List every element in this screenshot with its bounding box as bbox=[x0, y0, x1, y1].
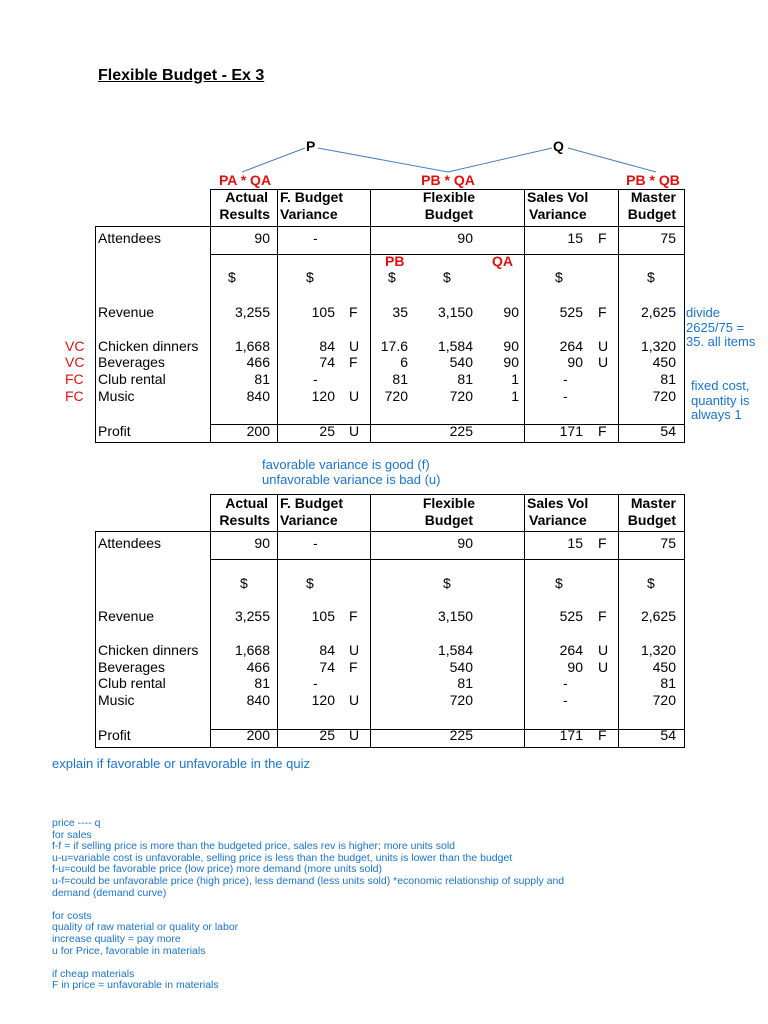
cell-actual: 840 bbox=[246, 388, 270, 404]
p-label: P bbox=[306, 138, 316, 154]
row-label: Club rental bbox=[98, 371, 166, 387]
cell-fbv: 105 bbox=[311, 304, 335, 320]
row-label: Attendees bbox=[98, 230, 162, 246]
cell-flexible: 3,150 bbox=[437, 608, 473, 624]
dollar-sign: $ bbox=[555, 575, 563, 591]
cell-pb: 81 bbox=[392, 371, 408, 387]
dollar-sign: $ bbox=[306, 269, 314, 285]
cell-fbv-flag: U bbox=[349, 727, 360, 743]
cell-master: 2,625 bbox=[640, 304, 676, 320]
dollar-sign: $ bbox=[306, 575, 314, 591]
formula-actual: PA * QA bbox=[218, 172, 272, 188]
cell-svv-flag: F bbox=[598, 230, 607, 246]
header-flexible-line1: Flexible bbox=[422, 189, 475, 205]
header-svv-line1: Sales Vol bbox=[527, 189, 589, 205]
cell-svv-flag: F bbox=[598, 304, 607, 320]
cell-svv: - bbox=[563, 675, 568, 691]
pb-label: PB bbox=[385, 253, 405, 269]
header-master-line2: Budget bbox=[627, 206, 676, 222]
row-label: Beverages bbox=[98, 354, 165, 370]
cell-svv-flag: U bbox=[598, 659, 609, 675]
header-master-line2: Budget bbox=[627, 512, 676, 528]
cell-svv: 264 bbox=[559, 338, 583, 354]
cell-master: 450 bbox=[652, 354, 676, 370]
cell-master: 54 bbox=[660, 727, 676, 743]
cell-master: 54 bbox=[660, 423, 676, 439]
formula-flexible: PB * QA bbox=[421, 172, 475, 188]
row-label: Attendees bbox=[98, 535, 162, 551]
cell-flexible: 540 bbox=[449, 354, 473, 370]
header-svv-line2: Variance bbox=[529, 512, 587, 528]
cell-qa: 90 bbox=[503, 354, 519, 370]
cell-fbv: 25 bbox=[319, 423, 335, 439]
page-title: Flexible Budget - Ex 3 bbox=[98, 67, 265, 84]
cell-svv: 264 bbox=[559, 642, 583, 658]
header-actual-line1: Actual bbox=[225, 495, 268, 511]
qa-label: QA bbox=[492, 253, 513, 269]
header-flexible-line2: Budget bbox=[424, 206, 473, 222]
cell-svv: 15 bbox=[567, 230, 583, 246]
cell-fbv-flag: U bbox=[349, 338, 360, 354]
note-line: price ---- q bbox=[52, 817, 101, 829]
cell-qa: 1 bbox=[511, 388, 519, 404]
row-label: Revenue bbox=[98, 608, 155, 624]
header-fbv-line2: Variance bbox=[280, 512, 338, 528]
cell-fbv: 74 bbox=[319, 354, 335, 370]
cell-master: 75 bbox=[660, 230, 676, 246]
row-label: Revenue bbox=[98, 304, 155, 320]
header-flexible-line2: Budget bbox=[424, 512, 473, 528]
cell-pb: 720 bbox=[384, 388, 408, 404]
cell-fbv: 120 bbox=[311, 388, 335, 404]
variance-note: favorable variance is good (f) unfavorable variance is bad (u) bbox=[262, 457, 441, 487]
note-line: increase quality = pay more bbox=[52, 933, 181, 945]
cell-master: 720 bbox=[652, 692, 676, 708]
cell-svv: - bbox=[563, 692, 568, 708]
cell-svv-flag: F bbox=[598, 423, 607, 439]
cell-pb: 17.6 bbox=[380, 338, 408, 354]
cell-qa: 1 bbox=[511, 371, 519, 387]
cell-svv-flag: F bbox=[598, 535, 607, 551]
side-note-divide: divide 2625/75 = 35. all items bbox=[686, 305, 756, 349]
cell-flexible: 81 bbox=[457, 371, 473, 387]
dollar-sign: $ bbox=[647, 575, 655, 591]
row-label: Music bbox=[98, 388, 135, 404]
header-actual-line2: Results bbox=[219, 512, 270, 528]
cell-fbv: - bbox=[313, 230, 318, 246]
cell-svv: 171 bbox=[559, 727, 583, 743]
cell-actual: 1,668 bbox=[234, 338, 270, 354]
cell-svv-flag: U bbox=[598, 642, 609, 658]
cell-svv: - bbox=[563, 388, 568, 404]
dollar-sign: $ bbox=[443, 269, 451, 285]
dollar-sign: $ bbox=[647, 269, 655, 285]
cell-actual: 840 bbox=[246, 692, 270, 708]
header-fbv-line1: F. Budget bbox=[280, 189, 343, 205]
header-svv-line2: Variance bbox=[529, 206, 587, 222]
cell-fbv: 84 bbox=[319, 642, 335, 658]
note-line: for costs bbox=[52, 909, 92, 922]
cell-fbv-flag: F bbox=[349, 354, 358, 370]
cell-fbv-flag: F bbox=[349, 304, 358, 320]
cell-fbv: - bbox=[313, 535, 318, 551]
cell-fbv: 120 bbox=[311, 692, 335, 708]
dollar-sign: $ bbox=[240, 575, 248, 591]
cell-fbv-flag: U bbox=[349, 692, 360, 708]
cell-actual: 90 bbox=[254, 230, 270, 246]
cell-actual: 3,255 bbox=[234, 304, 270, 320]
cell-flexible: 3,150 bbox=[437, 304, 473, 320]
note-line: for sales bbox=[52, 828, 92, 841]
cell-qa: 90 bbox=[503, 338, 519, 354]
note-line: f-u=could be favorable price (low price) more demand (more units sold) bbox=[52, 863, 383, 876]
cell-flexible: 90 bbox=[457, 230, 473, 246]
cell-fbv-flag: U bbox=[349, 388, 360, 404]
cell-svv-flag: F bbox=[598, 608, 607, 624]
formula-master: PB * QB bbox=[626, 172, 680, 188]
cell-fbv: 25 bbox=[319, 727, 335, 743]
cell-flexible: 81 bbox=[457, 675, 473, 691]
row-label: Chicken dinners bbox=[98, 642, 199, 658]
header-actual-line1: Actual bbox=[225, 189, 268, 205]
dollar-sign: $ bbox=[443, 575, 451, 591]
header-actual-line2: Results bbox=[219, 206, 270, 222]
cell-master: 1,320 bbox=[640, 642, 676, 658]
dollar-sign: $ bbox=[388, 269, 396, 285]
row-tag: VC bbox=[65, 338, 85, 354]
cell-fbv: - bbox=[313, 371, 318, 387]
cell-flexible: 720 bbox=[449, 692, 473, 708]
cell-qa: 90 bbox=[503, 304, 519, 320]
note-line: u-f=could be unfavorable price (high price), less demand (less units sold) *economic relationship of supply and bbox=[52, 875, 565, 887]
cell-actual: 200 bbox=[246, 423, 270, 439]
cell-master: 450 bbox=[652, 659, 676, 675]
cell-svv: - bbox=[563, 371, 568, 387]
cell-flexible: 90 bbox=[457, 535, 473, 551]
cell-master: 81 bbox=[660, 371, 676, 387]
note-line: quality of raw material or quality or labor bbox=[52, 921, 239, 934]
row-label: Beverages bbox=[98, 659, 165, 675]
cell-fbv: 84 bbox=[319, 338, 335, 354]
cell-svv: 90 bbox=[567, 354, 583, 370]
row-label: Music bbox=[98, 692, 135, 708]
cell-flexible: 1,584 bbox=[437, 338, 473, 354]
cell-svv: 15 bbox=[567, 535, 583, 551]
quiz-note: explain if favorable or unfavorable in the quiz bbox=[52, 756, 310, 771]
row-tag: FC bbox=[65, 371, 84, 387]
cell-fbv: 74 bbox=[319, 659, 335, 675]
header-master-line1: Master bbox=[630, 189, 676, 205]
cell-fbv-flag: F bbox=[349, 608, 358, 624]
cell-actual: 466 bbox=[246, 354, 270, 370]
note-line: F in price = unfavorable in materials bbox=[52, 979, 219, 992]
cell-master: 75 bbox=[660, 535, 676, 551]
cell-actual: 90 bbox=[254, 535, 270, 551]
row-label: Chicken dinners bbox=[98, 338, 199, 354]
cell-flexible: 225 bbox=[449, 727, 473, 743]
cell-fbv-flag: U bbox=[349, 423, 360, 439]
row-tag: FC bbox=[65, 388, 84, 404]
cell-svv: 90 bbox=[567, 659, 583, 675]
cell-pb: 6 bbox=[400, 354, 408, 370]
header-flexible-line1: Flexible bbox=[422, 495, 475, 511]
cell-flexible: 540 bbox=[449, 659, 473, 675]
cell-actual: 466 bbox=[246, 659, 270, 675]
cell-flexible: 720 bbox=[449, 388, 473, 404]
cell-flexible: 1,584 bbox=[437, 642, 473, 658]
cell-master: 720 bbox=[652, 388, 676, 404]
cell-flexible: 225 bbox=[449, 423, 473, 439]
header-master-line1: Master bbox=[630, 495, 676, 511]
cell-svv: 525 bbox=[559, 304, 583, 320]
note-line: demand (demand curve) bbox=[52, 886, 167, 899]
dollar-sign: $ bbox=[228, 269, 236, 285]
header-fbv-line2: Variance bbox=[280, 206, 338, 222]
note-line: f-f = if selling price is more than the budgeted price, sales rev is higher; more units sold bbox=[52, 840, 455, 853]
cell-fbv: - bbox=[313, 675, 318, 691]
q-label: Q bbox=[553, 138, 564, 154]
cell-pb: 35 bbox=[392, 304, 408, 320]
note-line: u for Price, favorable in materials bbox=[52, 944, 206, 957]
note-line: if cheap materials bbox=[52, 967, 135, 980]
cell-actual: 200 bbox=[246, 727, 270, 743]
row-label: Profit bbox=[98, 423, 131, 439]
cell-svv-flag: U bbox=[598, 354, 609, 370]
header-fbv-line1: F. Budget bbox=[280, 495, 343, 511]
cell-svv-flag: U bbox=[598, 338, 609, 354]
cell-master: 2,625 bbox=[640, 608, 676, 624]
cell-master: 1,320 bbox=[640, 338, 676, 354]
cell-master: 81 bbox=[660, 675, 676, 691]
cell-fbv-flag: U bbox=[349, 642, 360, 658]
cell-svv-flag: F bbox=[598, 727, 607, 743]
dollar-sign: $ bbox=[555, 269, 563, 285]
header-svv-line1: Sales Vol bbox=[527, 495, 589, 511]
note-line: u-u=variable cost is unfavorable, selling price is less than the budget, units is lower than the budget bbox=[52, 851, 513, 864]
cell-actual: 81 bbox=[254, 371, 270, 387]
cell-svv: 525 bbox=[559, 608, 583, 624]
cell-fbv: 105 bbox=[311, 608, 335, 624]
cell-actual: 1,668 bbox=[234, 642, 270, 658]
cell-actual: 81 bbox=[254, 675, 270, 691]
cell-actual: 3,255 bbox=[234, 608, 270, 624]
row-label: Profit bbox=[98, 727, 131, 743]
row-tag: VC bbox=[65, 354, 85, 370]
cell-svv: 171 bbox=[559, 423, 583, 439]
side-note-fixed-cost: fixed cost, quantity is always 1 bbox=[691, 378, 750, 422]
row-label: Club rental bbox=[98, 675, 166, 691]
cell-fbv-flag: F bbox=[349, 659, 358, 675]
